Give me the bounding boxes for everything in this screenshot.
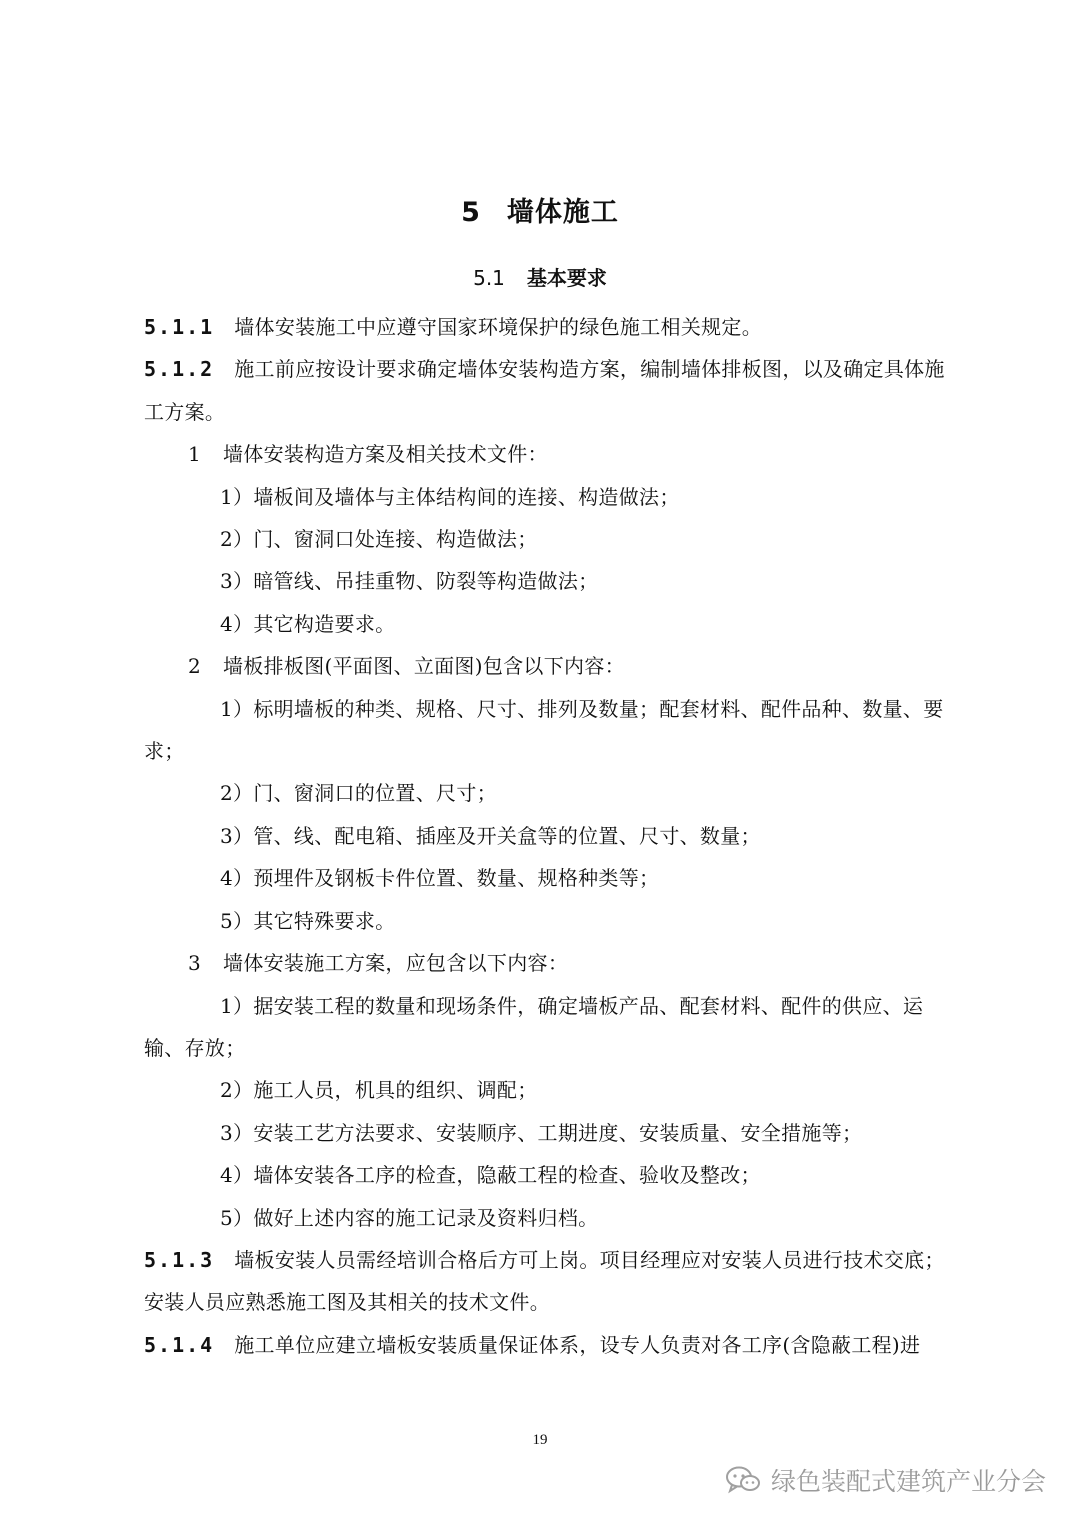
sub-item: 3）暗管线、吊挂重物、防裂等构造做法； <box>220 569 599 594</box>
clause-text: 墙体安装施工中应遵守国家环境保护的绿色施工相关规定。 <box>234 315 763 339</box>
section-number: 5.1 <box>473 266 505 290</box>
clause-number: 5.1.1 <box>144 315 215 339</box>
document-body <box>144 306 960 1366</box>
list-item-3 <box>144 942 960 984</box>
clause-number: 5.1.4 <box>144 1332 215 1357</box>
section-title <box>0 262 1080 291</box>
watermark <box>725 1462 1046 1498</box>
clause-5-1-2 <box>144 348 960 433</box>
wechat-icon <box>725 1465 761 1495</box>
sub-item: 5）做好上述内容的施工记录及资料归档。 <box>220 1205 599 1230</box>
chapter-title-text: 墙体施工 <box>506 197 619 228</box>
sub-item: 4）其它构造要求。 <box>220 611 396 636</box>
page-number: 19 <box>532 1432 548 1448</box>
chapter-title <box>0 190 1080 229</box>
sub-item: 1）据安装工程的数量和现场条件，确定墙板产品、配套材料、配件的供应、运输、存放； <box>144 993 924 1060</box>
list-item-2 <box>144 645 960 687</box>
watermark-text: 绿色装配式建筑产业分会 <box>770 1467 1046 1496</box>
sub-item: 3）管、线、配电箱、插座及开关盒等的位置、尺寸、数量； <box>220 823 761 848</box>
item-number: 1 <box>188 442 202 467</box>
sub-item: 5）其它特殊要求。 <box>220 908 396 933</box>
clause-text: 墙板安装人员需经培训合格后方可上岗。项目经理应对安装人员进行技术交底；安装人员应熟悉施工图及其相关的技术文件。 <box>144 1247 945 1315</box>
item-number: 2 <box>188 654 202 679</box>
section-title-text: 基本要求 <box>526 266 607 290</box>
clause-number: 5.1.2 <box>144 357 215 382</box>
item-text: 墙体安装构造方案及相关技术文件： <box>223 442 548 467</box>
clause-5-1-4 <box>144 1324 960 1366</box>
sub-item: 3）安装工艺方法要求、安装顺序、工期进度、安装质量、安全措施等； <box>220 1120 863 1145</box>
chapter-number: 5 <box>461 197 481 228</box>
sub-item: 2）门、窗洞口处连接、构造做法； <box>220 527 538 552</box>
clause-5-1-3 <box>144 1239 960 1324</box>
sub-item: 4）预埋件及钢板卡件位置、数量、规格种类等； <box>220 866 660 891</box>
clause-5-1-1 <box>144 306 960 348</box>
sub-item: 1）墙板间及墙体与主体结构间的连接、构造做法； <box>220 484 680 509</box>
sub-item: 4）墙体安装各工序的检查，隐蔽工程的检查、验收及整改； <box>220 1163 761 1188</box>
sub-item: 1）标明墙板的种类、规格、尺寸、排列及数量；配套材料、配件品种、数量、要求； <box>144 696 944 764</box>
list-item-1 <box>144 433 960 475</box>
sub-item: 2）门、窗洞口的位置、尺寸； <box>220 781 497 806</box>
sub-item: 2）施工人员，机具的组织、调配； <box>220 1078 538 1103</box>
clause-text: 施工单位应建立墙板安装质量保证体系，设专人负责对各工序(含隐蔽工程)进 <box>234 1332 921 1357</box>
item-text: 墙板排板图(平面图、立面图)包含以下内容： <box>223 654 625 679</box>
clause-text: 施工前应按设计要求确定墙体安装构造方案，编制墙体排板图，以及确定具体施工方案。 <box>144 357 945 424</box>
clause-number: 5.1.3 <box>144 1247 215 1272</box>
item-number: 3 <box>188 951 202 976</box>
item-text: 墙体安装施工方案，应包含以下内容： <box>223 951 569 976</box>
